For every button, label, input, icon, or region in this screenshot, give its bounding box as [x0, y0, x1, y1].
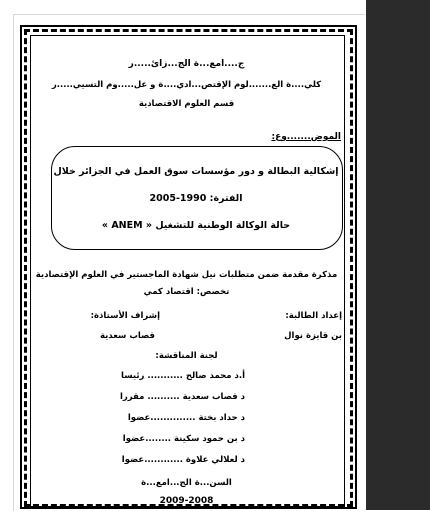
viewer-side-panel — [366, 0, 430, 510]
committee-member: أ.د محمد صالح ........... رئيسا — [121, 371, 245, 381]
student-label: إعداد الطالبة: — [285, 311, 342, 321]
committee-member: د بن حمود سكينة ........عضوا — [122, 434, 245, 444]
academic-year-label: السن...ة الج...امع...ة — [141, 478, 232, 488]
department-name: قسم العلوم الاقتصادية — [138, 99, 235, 109]
student-name: بن قايزة نوال — [284, 331, 342, 341]
committee-member: د حداد بختة ..............عضوا — [127, 413, 245, 423]
thesis-title-line3: حالة الوكالة الوطنية للتشغيل « ANEM » — [101, 220, 291, 231]
academic-year-value: 2009-2008 — [159, 496, 214, 506]
supervisor-name: قصاب سعدية — [99, 331, 155, 341]
memo-description: مذكرة مقدمة ضمن متطلبات نيل شهادة الماجستير في العلوم الإقتصادية — [35, 270, 338, 280]
thesis-title-line1: إشكالية البطالة و دور مؤسسات سوق العمل في الجزائر خلال — [53, 166, 339, 177]
committee-member: د قصاب سعدية .......... مقررا — [119, 392, 245, 402]
specialization: تخصص: اقتصاد كمي — [143, 287, 230, 297]
subject-label: الموض.......وع: — [271, 132, 341, 142]
faculty-name: كلي....ة الع.......لوم الإقتص...ادي....ة و عل.....وم التسيي.....ر — [51, 80, 322, 90]
committee-member: د لعلالي علاوة ............عضوا — [121, 455, 245, 465]
thesis-title-line2: الفترة: 1990-2005 — [149, 193, 243, 204]
committee-title: لجنة المناقشة: — [155, 351, 218, 361]
document-page — [13, 14, 365, 511]
supervisor-label: إشراف الأستاذة: — [90, 311, 160, 321]
university-name: ج....امع...ة الج...زائ.....ر — [128, 59, 245, 69]
